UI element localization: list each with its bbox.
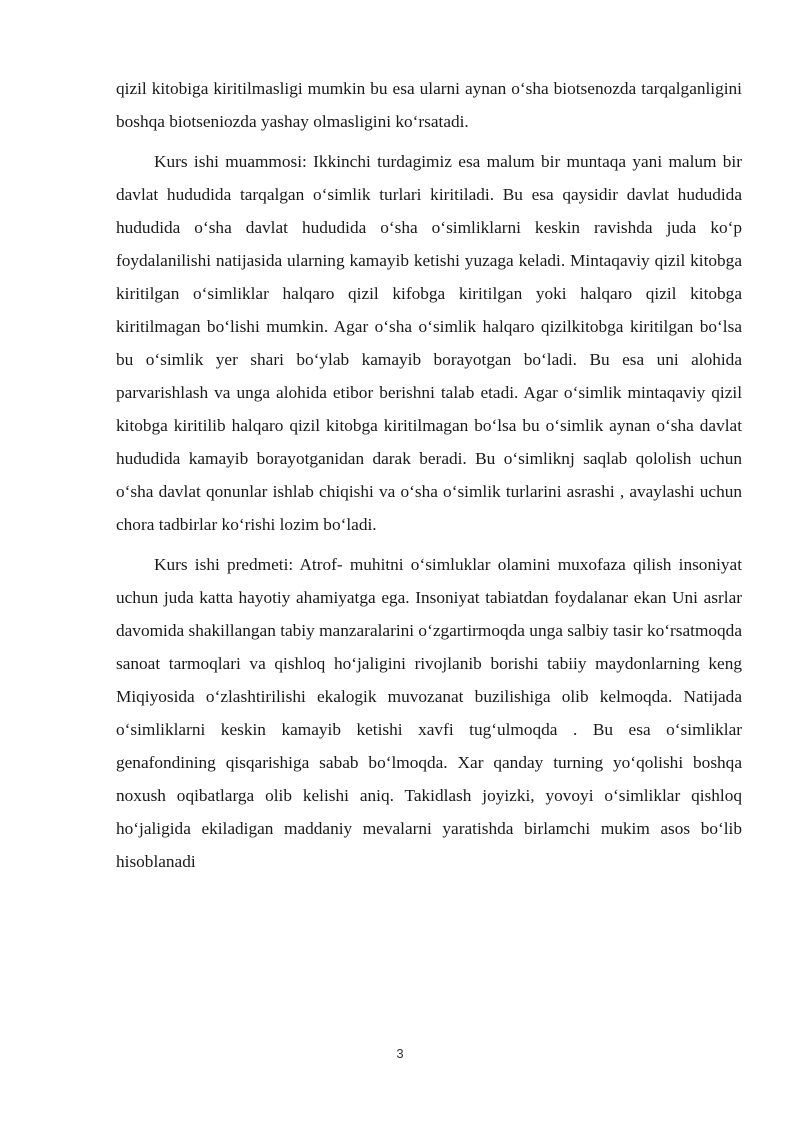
page-number: 3 bbox=[396, 1046, 404, 1061]
paragraph-kurs-ishi-predmeti: Kurs ishi predmeti: Atrof- muhitni o‘simluklar olamini muxofaza qilish insoniyat uchun juda katta hayotiy ahamiyatga ega. Insoniyat tabiatdan foydalanar ekan Uni asrlar davomida shakillangan tabiy manzaralarini o‘zgartirmoqda unga salbiy tasir ko‘rsatmoqda sanoat tarmoqlari va qishloq ho‘jaligini rivojlanib borishi tabiiy maydonlarning keng Miqiyosida o‘zlashtirilishi ekalogik muvozanat buzilishiga olib kelmoqda. Natijada o‘simliklarni keskin kamayib ketishi xavfi tug‘ulmoqda . Bu esa o‘simliklar genafondining qisqarishiga sabab bo‘lmoqda. Xar qanday turning yo‘qolishi boshqa noxush oqibatlarga olib kelishi aniq. Takidlash joyizki, yovoyi o‘simliklar qishloq ho‘jaligida ekiladigan maddaniy mevalarni yaratishda birlamchi mukim asos bo‘lib hisoblanadi bbox=[116, 555, 742, 871]
paragraph-continuation: qizil kitobiga kiritilmasligi mumkin bu esa ularni aynan o‘sha biotsenozda tarqalganligini boshqa biotseniozda yashay olmasligini ko‘rsatadi. bbox=[116, 79, 742, 131]
paragraph-kurs-ishi-muammosi: Kurs ishi muammosi: Ikkinchi turdagimiz esa malum bir muntaqa yani malum bir davlat hududida tarqalgan o‘simlik turlari kiritiladi. Bu esa qaysidir davlat hududida hududida o‘sha davlat hududida o‘sha o‘simliklarni keskin ravishda juda ko‘p foydalanilishi natijasida ularning kamayib ketishi yuzaga keladi. Mintaqaviy qizil kitobga kiritilgan o‘simliklar halqaro qizil kifobga kiritilgan yoki halqaro qizil kitobga kiritilmagan bo‘lishi mumkin. Agar o‘sha o‘simlik halqaro qizilkitobga kiritilgan bo‘lsa bu o‘simlik yer shari bo‘ylab kamayib borayotgan bo‘ladi. Bu esa uni alohida parvarishlash va unga alohida etibor berishni talab etadi. Agar o‘simlik mintaqaviy qizil kitobga kiritilib halqaro qizil kitobga kiritilmagan bo‘lsa bu o‘simlik aynan o‘sha davlat hududida kamayib borayotganidan darak beradi. Bu o‘simliknj saqlab qololish uchun o‘sha davlat qonunlar ishlab chiqishi va o‘sha o‘simlik turlarini asrashi , avaylashi uchun chora tadbirlar ko‘rishi lozim bo‘ladi. bbox=[116, 152, 742, 534]
body-text bbox=[116, 72, 742, 885]
